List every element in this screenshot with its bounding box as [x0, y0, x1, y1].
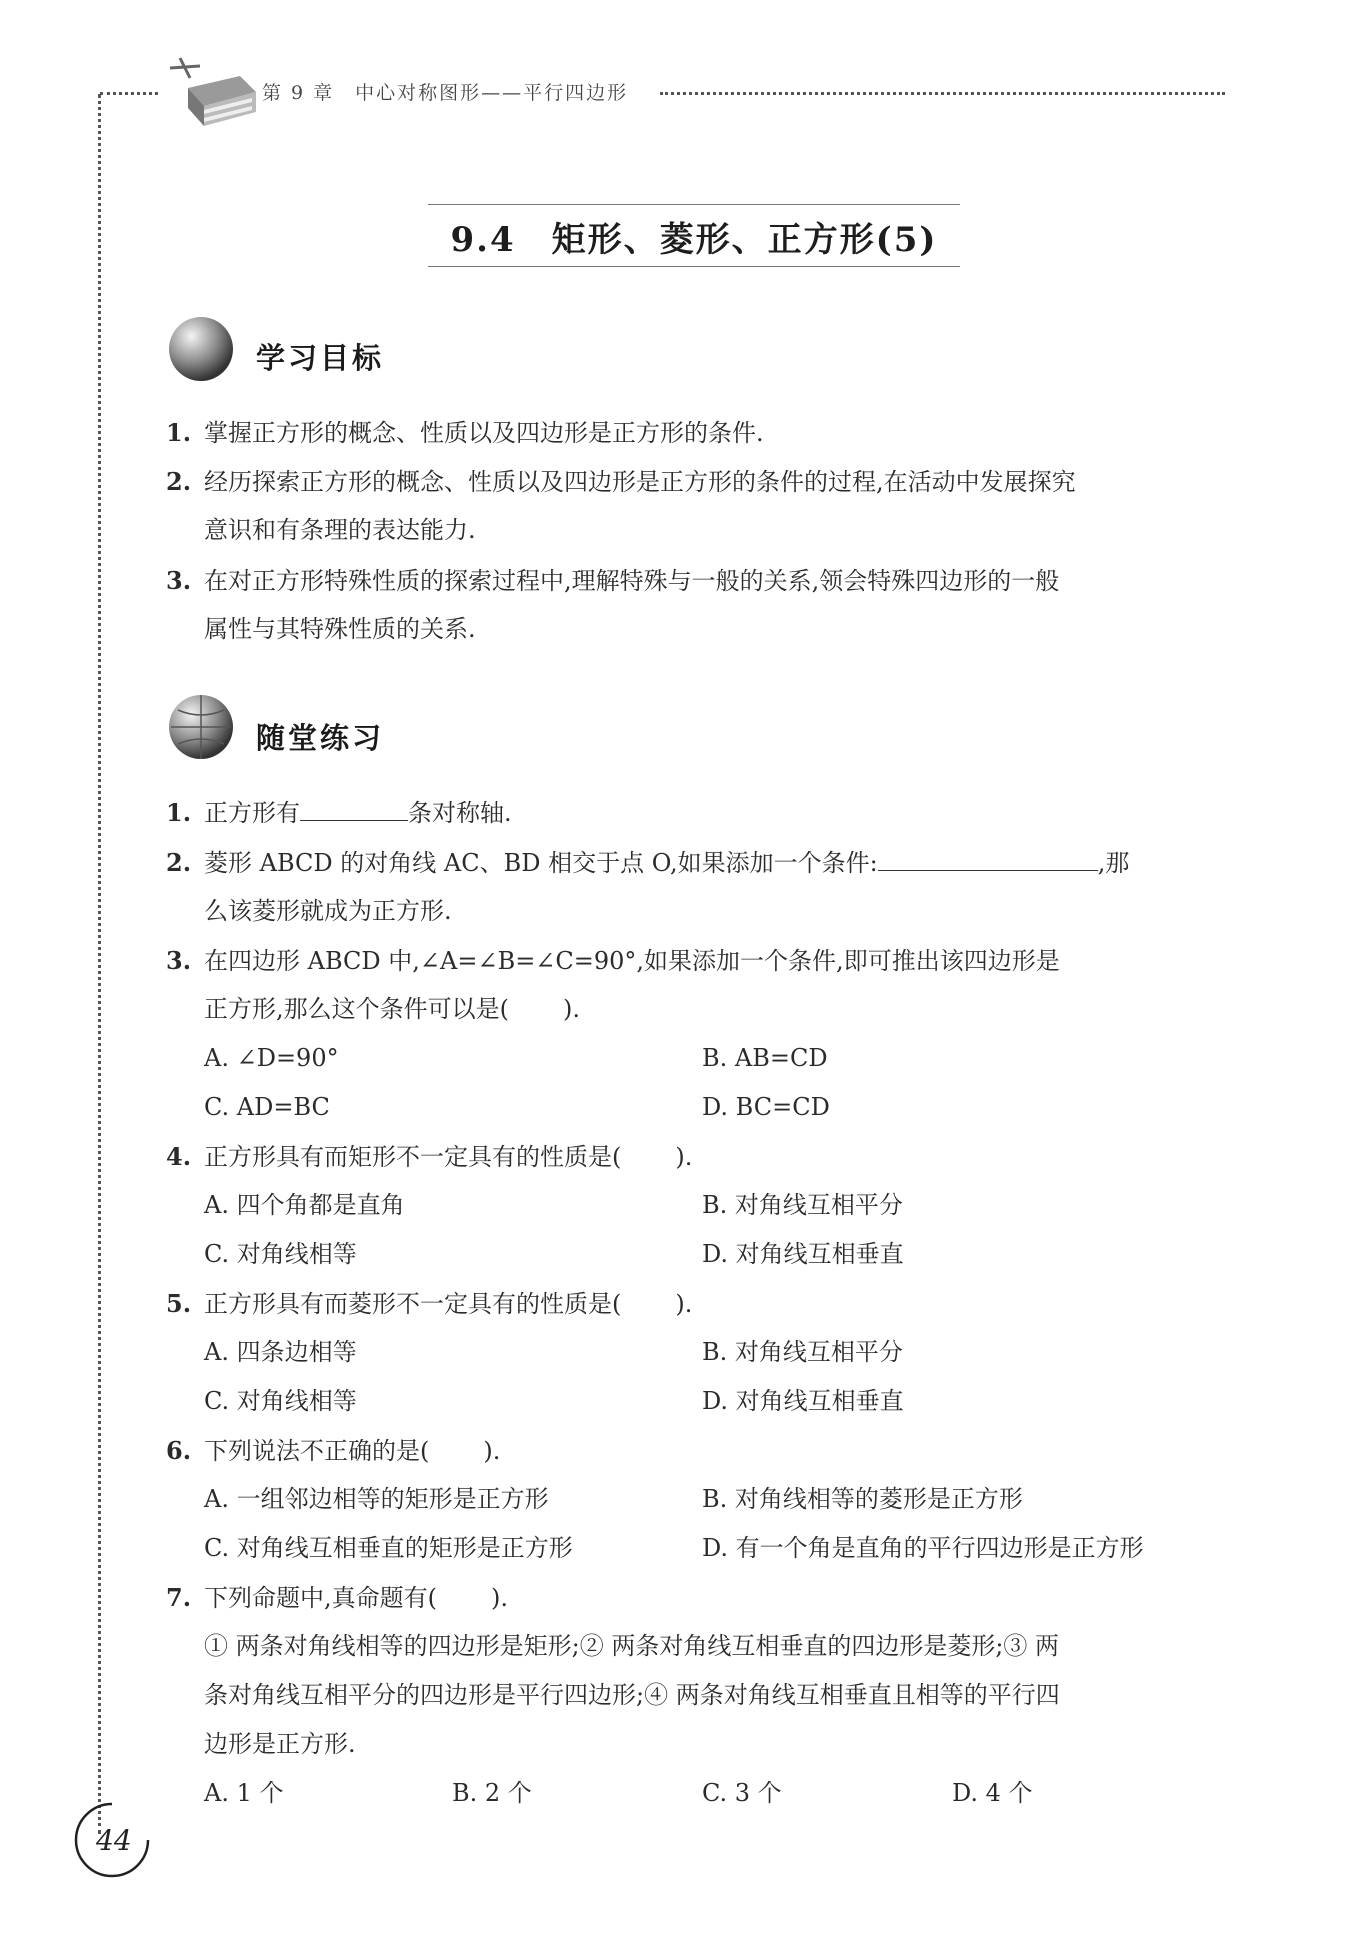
question-7-body: 条对角线互相平分的四边形是平行四边形;④ 两条对角线互相垂直且相等的平行四	[204, 1681, 1060, 1709]
q3-option-c[interactable]: C. AD=BC	[204, 1093, 330, 1121]
page-number: 44	[96, 1824, 132, 1857]
goal-item: 2. 经历探索正方形的概念、性质以及四边形是正方形的条件的过程,在活动中发展探究	[166, 467, 1076, 496]
question-6: 6. 下列说法不正确的是( ).	[166, 1436, 501, 1465]
q6-option-d[interactable]: D. 有一个角是直角的平行四边形是正方形	[702, 1534, 1144, 1562]
margin-dotted-rule	[98, 94, 101, 1834]
q5-option-d[interactable]: D. 对角线互相垂直	[702, 1387, 904, 1415]
q3-option-a[interactable]: A. ∠D=90°	[204, 1044, 339, 1072]
globe-icon	[166, 314, 236, 384]
q4-option-c[interactable]: C. 对角线相等	[204, 1240, 357, 1268]
goal-item: 3. 在对正方形特殊性质的探索过程中,理解特殊与一般的关系,领会特殊四边形的一般	[166, 566, 1060, 595]
question-4: 4. 正方形具有而矩形不一定具有的性质是( ).	[166, 1142, 693, 1171]
lesson-title-text: 矩形、菱形、正方形(5)	[551, 220, 938, 260]
q7-option-a[interactable]: A. 1 个	[204, 1779, 284, 1807]
q6-option-a[interactable]: A. 一组邻边相等的矩形是正方形	[204, 1485, 549, 1513]
q6-option-c[interactable]: C. 对角线互相垂直的矩形是正方形	[204, 1534, 573, 1562]
section-title-goals: 学习目标	[256, 341, 385, 375]
goal-item-continuation: 属性与其特殊性质的关系.	[204, 615, 476, 643]
q4-option-b[interactable]: B. 对角线互相平分	[702, 1191, 903, 1219]
q7-option-d[interactable]: D. 4 个	[952, 1779, 1033, 1807]
header-dotted-rule-right	[660, 92, 1225, 95]
section-title-practice: 随堂练习	[256, 721, 385, 755]
q3-option-d[interactable]: D. BC=CD	[702, 1093, 830, 1121]
q4-option-d[interactable]: D. 对角线互相垂直	[702, 1240, 904, 1268]
answer-blank[interactable]	[300, 794, 408, 821]
question-3: 3. 在四边形 ABCD 中,∠A=∠B=∠C=90°,如果添加一个条件,即可推出该四边形是	[166, 946, 1060, 975]
books-icon	[160, 48, 258, 138]
q7-option-b[interactable]: B. 2 个	[452, 1779, 532, 1807]
question-1: 1. 正方形有 条对称轴.	[166, 788, 512, 838]
question-5: 5. 正方形具有而菱形不一定具有的性质是( ).	[166, 1289, 693, 1318]
question-3-continuation: 正方形,那么这个条件可以是( ).	[204, 995, 580, 1023]
lesson-number: 9.4	[450, 220, 516, 260]
q5-option-a[interactable]: A. 四条边相等	[204, 1338, 357, 1366]
q3-option-b[interactable]: B. AB=CD	[702, 1044, 828, 1072]
question-2-continuation: 么该菱形就成为正方形.	[204, 897, 452, 925]
goal-item: 1. 掌握正方形的概念、性质以及四边形是正方形的条件.	[166, 418, 764, 447]
question-7: 7. 下列命题中,真命题有( ).	[166, 1583, 508, 1612]
question-7-body: 边形是正方形.	[204, 1730, 356, 1758]
title-rule-bottom	[428, 266, 960, 267]
question-7-body: ① 两条对角线相等的四边形是矩形;② 两条对角线互相垂直的四边形是菱形;③ 两	[204, 1632, 1060, 1660]
q5-option-b[interactable]: B. 对角线互相平分	[702, 1338, 903, 1366]
title-rule-top	[428, 204, 960, 205]
goal-item-continuation: 意识和有条理的表达能力.	[204, 516, 476, 544]
q7-option-c[interactable]: C. 3 个	[702, 1779, 782, 1807]
answer-blank[interactable]	[878, 844, 1098, 871]
q4-option-a[interactable]: A. 四个角都是直角	[204, 1191, 405, 1219]
chapter-header: 第 9 章 中心对称图形——平行四边形	[262, 82, 629, 104]
q6-option-b[interactable]: B. 对角线相等的菱形是正方形	[702, 1485, 1023, 1513]
header-dotted-rule-left	[100, 92, 158, 95]
grid-globe-icon	[166, 692, 236, 762]
lesson-title	[428, 212, 960, 261]
q5-option-c[interactable]: C. 对角线相等	[204, 1387, 357, 1415]
question-2: 2. 菱形 ABCD 的对角线 AC、BD 相交于点 O,如果添加一个条件: ,那	[166, 838, 1129, 888]
